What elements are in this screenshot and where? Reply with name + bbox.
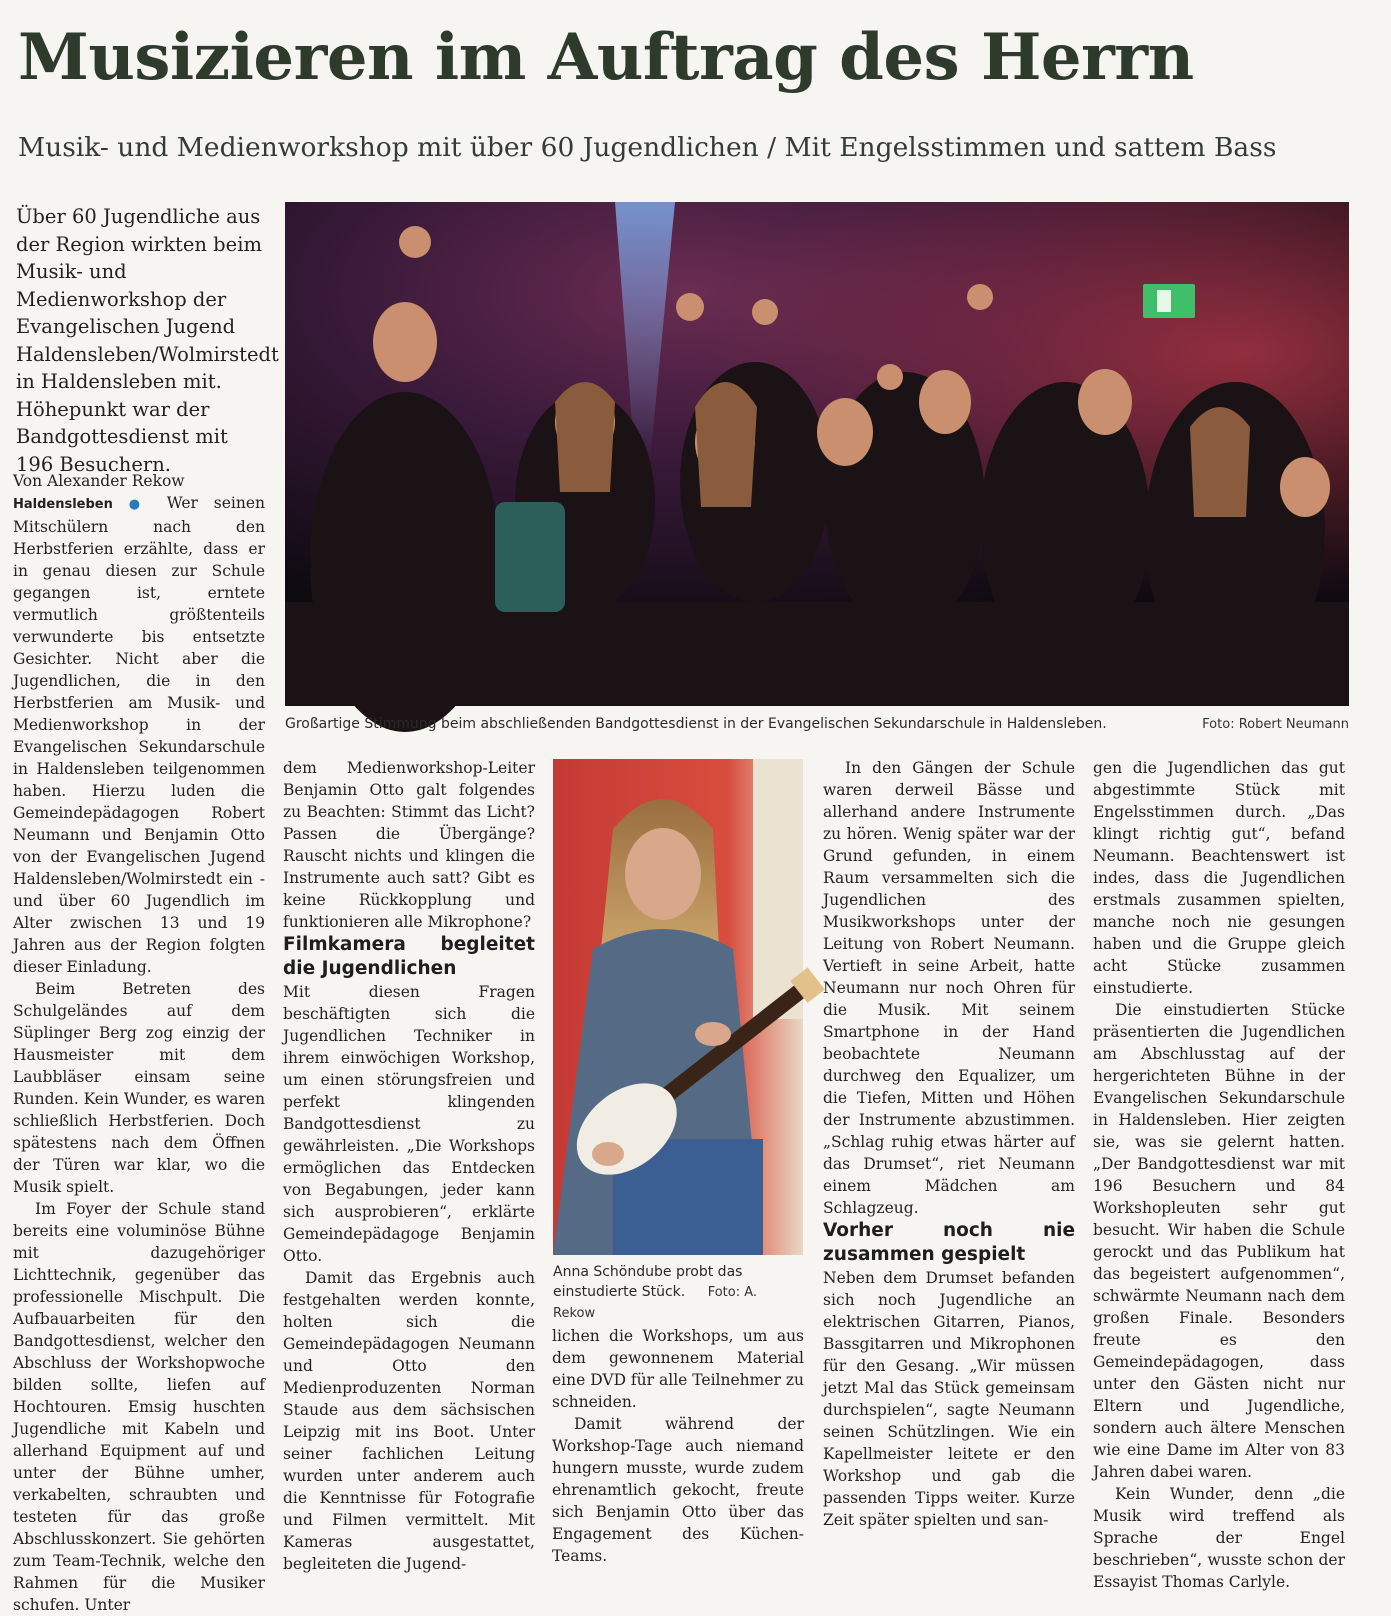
main-photo	[285, 202, 1349, 706]
body-paragraph: Im Foyer der Schule stand bereits eine voluminöse Bühne mit dazugehöriger Lichttechnik, gegenüber das professionelle Mischpult. Die Aufbauarbeiten für den Bandgottesdienst, welcher den Abschluss der Workshopwoche bilden sollte, liefen auf Hochtouren. Emsig huschten Jugendliche mit Kabeln und allerhand Equipment auf und unter der Bühne umher, verkabelten, schraubten und testeten für das große Abschlusskonzert. Sie gehörten zum Team-Technik, welche den Rahmen für die Musiker schufen. Unter	[13, 1200, 265, 1614]
body-paragraph: In den Gängen der Schule waren derweil Bässe und allerhand andere Instrumente zu hören. Wenig später war der Grund gefunden, in einem Raum versammelten sich die Jugendlichen des Musikworkshops unter der Leitung von Robert Neumann. Vertieft in seine Arbeit, hatte Neumann nur noch Ohren für die Musik. Mit seinem Smartphone in der Hand beobachtete Neumann durchweg den Equalizer, um die Tiefen, Mitten und Höhen der Instrumente abzustimmen. „Schlag ruhig etwas härter auf das Drumset“, riet Neumann einem Mädchen am Schlagzeug.	[823, 759, 1075, 1217]
body-paragraph: Damit während der Workshop-Tage auch niemand hungern musste, wurde zudem ehrenamtlich gekocht, freute sich Benjamin Otto über das Engagement des Küchen-Teams.	[552, 1415, 804, 1565]
body-paragraph: Neben dem Drumset befanden sich noch Jugendliche an elektrischen Gitarren, Pianos, Bassgitarren und Mikrophonen für den Gesang. „Wir müssen jetzt Mal das Stück gemeinsam durchspielen“, sagte Neumann seinen Schützlingen. Wie ein Kapellmeister leitete er den Workshop und gab die passenden Tipps weiter. Kurze Zeit später spielten und san-	[823, 1269, 1075, 1529]
small-photo	[553, 759, 803, 1255]
dateline: Haldensleben	[13, 497, 113, 512]
body-column-4	[823, 757, 1075, 1600]
small-photo-credit: Foto: A. Rekow	[553, 1285, 758, 1321]
body-paragraph: dem Medienworkshop-Leiter Benjamin Otto galt folgendes zu Beachten: Stimmt das Licht? Passen die Übergänge? Rauscht nichts und klingen die Instrumente auch satt? Gibt es keine Rückkopplung und funktionieren alle Mikrophone?	[283, 759, 535, 931]
small-photo-caption: Anna Schöndube probt das einstudierte Stück.	[553, 1264, 743, 1300]
body-paragraph: Beim Betreten des Schulgeländes auf dem Süplinger Berg zog einzig der Hausmeister mit dem Laubbläser einsam seine Runden. Kein Wunder, es waren schließlich Herbstferien. Doch spätestens nach dem Öffnen der Türen war klar, wo die Musik spielt.	[13, 980, 265, 1196]
body-column-2	[283, 757, 535, 1600]
main-photo-caption: Großartige Stimmung beim abschließenden Bandgottesdienst in der Evangelischen Sekundarschule in Haldensleben.	[285, 716, 1107, 732]
byline: Von Alexander Rekow	[13, 472, 185, 490]
headline: Musizieren im Auftrag des Herrn	[18, 20, 1194, 95]
body-column-1	[13, 470, 265, 1614]
small-photo-caption-row	[553, 1262, 803, 1324]
main-photo-caption-row	[285, 714, 1349, 734]
body-paragraph: Die einstudierten Stücke präsentierten die Jugendlichen am Abschlusstag auf der hergerichteten Bühne in der Evangelischen Sekundarschule in Haldensleben. Hier zeigten sie, was sie gelernt hatten. „Der Bandgottesdienst war mit 196 Besuchern und 84 Workshopleuten sehr gut besucht. Wir haben die Schule gerockt und das Publikum hat das begeistert aufgenommen“, schwärmte Neumann nach dem großen Finale. Besonders freute es den Gemeindepädagogen, dass unter den Gästen nicht nur Eltern und Jugendliche, sondern auch ältere Menschen wie eine Dame im Alter von 83 Jahren dabei waren.	[1093, 1001, 1345, 1481]
body-text: Wer seinen Mitschülern nach den Herbstferien erzählte, dass er in genau diesen zur Schule gegangen ist, erntete vermutlich größtenteils verwunderte bis entsetzte Gesichter. Nicht aber die Jugendlichen, die in den Herbstferien am Musik- und Medienworkshop in der Evangelischen Sekundarschule in Haldensleben teilgenommen haben. Hierzu luden die Gemeindepädagogen Robert Neumann und Benjamin Otto von der Evangelischen Jugend Haldensleben/Wolmirstedt ein - und über 60 Jugendlich im Alter zwischen 13 und 19 Jahren aus der Region folgten dieser Einladung.	[13, 494, 265, 976]
dateline-bullet-icon: ●	[128, 497, 151, 512]
body-paragraph	[13, 492, 265, 978]
body-paragraph: lichen die Workshops, um aus dem gewonnenem Material eine DVD für alle Teilnehmer zu schneiden.	[552, 1327, 804, 1411]
crosshead: Filmkamera begleitet die Jugendlichen	[283, 934, 535, 979]
main-photo-credit: Foto: Robert Neumann	[1202, 717, 1349, 732]
crosshead: Vorher noch nie zusammen gespielt	[823, 1220, 1075, 1265]
lead-paragraph: Über 60 Jugendliche aus der Region wirkten beim Musik- und Medienworkshop der Evangelischen Jugend Haldensleben/Wolmirstedt in Haldensleben mit. Höhepunkt war der Bandgottesdienst mit 196 Besuchern.	[16, 205, 279, 476]
subheadline: Musik- und Medienworkshop mit über 60 Jugendlichen / Mit Engelsstimmen und sattem Bass	[18, 132, 1277, 163]
body-column-5	[1093, 757, 1345, 1600]
body-paragraph: Damit das Ergebnis auch festgehalten werden konnte, holten sich die Gemeindepädagogen Neumann und Otto den Medienproduzenten Norman Staude aus dem sächsischen Leipzig mit ins Boot. Unter seiner fachlichen Leitung wurden unter anderem auch die Kenntnisse für Fotografie und Filmen vermittelt. Mit Kameras ausgestattet, begleiteten die Jugend-	[283, 1269, 535, 1573]
body-paragraph: Mit diesen Fragen beschäftigten sich die Jugendlichen Techniker in ihrem einwöchigen Workshop, um einen störungsfreien und perfekt klingenden Bandgottesdienst zu gewährleisten. „Die Workshops ermöglichen das Entdecken von Begabungen, jeder kann sich ausprobieren“, erklärte Gemeindepädagoge Benjamin Otto.	[283, 983, 535, 1265]
body-column-3	[552, 1325, 804, 1600]
body-paragraph: gen die Jugendlichen das gut abgestimmte Stück mit Engelsstimmen durch. „Das klingt richtig gut“, befand Neumann. Beachtenswert ist indes, dass die Jugendlichen erstmals zusammen spielten, manche noch nie gesungen haben und die Gruppe gleich acht Stücke zusammen einstudierte.	[1093, 759, 1345, 997]
body-paragraph: Kein Wunder, denn „die Musik wird treffend als Sprache der Engel beschrieben“, wusste schon der Essayist Thomas Carlyle.	[1093, 1485, 1345, 1591]
